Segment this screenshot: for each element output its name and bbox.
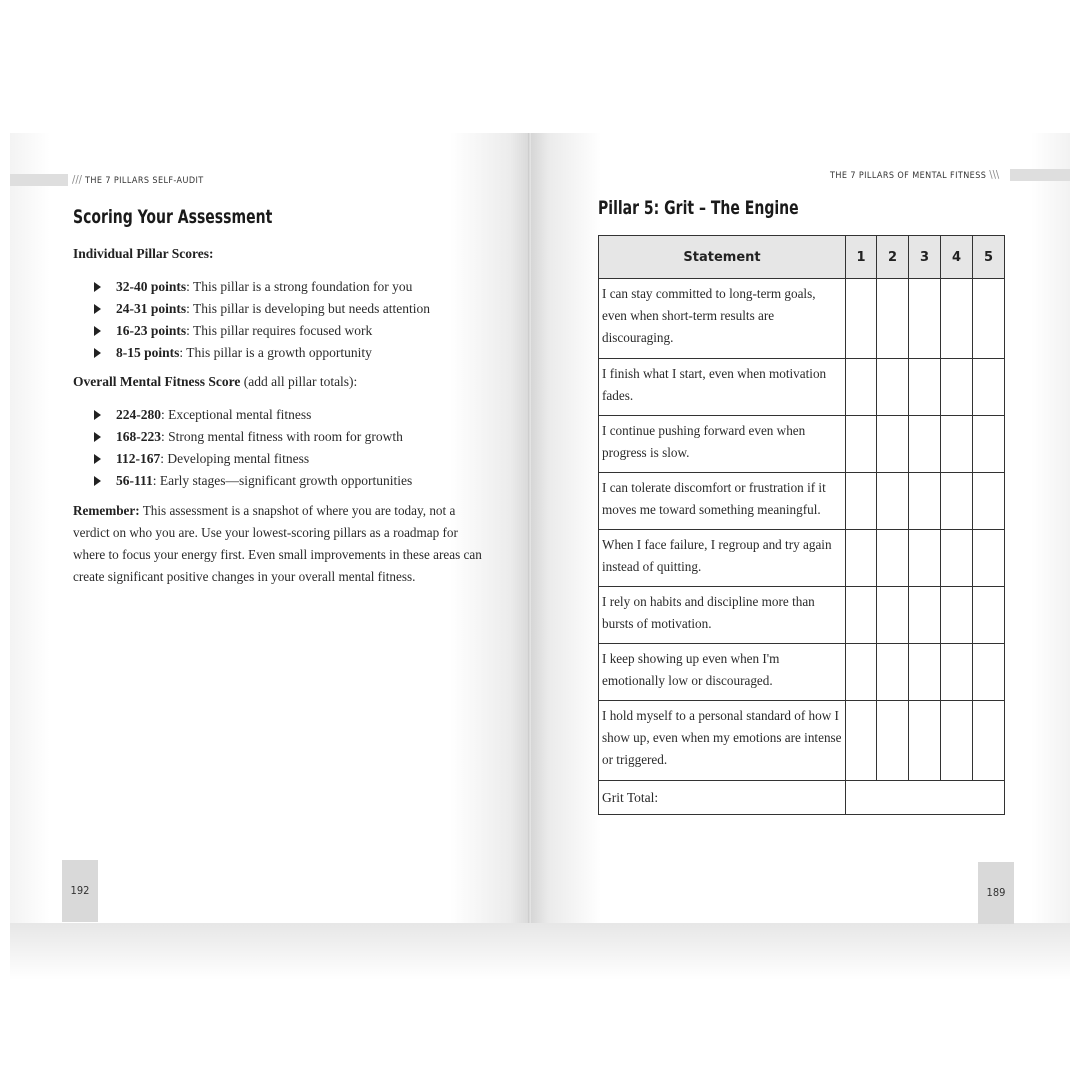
individual-scores-heading: Individual Pillar Scores: (73, 246, 214, 261)
grit-total-value[interactable] (846, 781, 1005, 815)
score-description: : Strong mental fitness with room for growth (161, 429, 403, 444)
score-range: 32-40 points (116, 279, 187, 294)
statement-cell: I hold myself to a personal standard of how I show up, even when my emotions are intense or triggered. (599, 701, 846, 781)
overall-score-heading-rest: (add all pillar totals): (240, 374, 358, 389)
left-running-head-text: THE 7 PILLARS SELF-AUDIT (85, 176, 204, 186)
score-cell-3[interactable] (909, 644, 941, 701)
score-cell-5[interactable] (973, 644, 1005, 701)
score-cell-4[interactable] (941, 416, 973, 473)
header-score-1: 1 (846, 236, 877, 279)
table-row (599, 279, 1005, 359)
list-item (94, 298, 430, 320)
score-cell-4[interactable] (941, 359, 973, 416)
score-cell-5[interactable] (973, 587, 1005, 644)
score-range: 168-223 (116, 429, 161, 444)
score-cell-1[interactable] (846, 644, 877, 701)
score-cell-4[interactable] (941, 701, 973, 781)
table-row (599, 701, 1005, 781)
score-cell-4[interactable] (941, 473, 973, 530)
statement-cell: When I face failure, I regroup and try again instead of quitting. (599, 530, 846, 587)
score-cell-4[interactable] (941, 530, 973, 587)
table-row (599, 473, 1005, 530)
table-row (599, 644, 1005, 701)
score-cell-3[interactable] (909, 587, 941, 644)
score-cell-5[interactable] (973, 359, 1005, 416)
remember-text: This assessment is a snapshot of where you are today, not a verdict on who you are. Use your lowest-scoring pillars as a roadmap for where to focus your energy first. Even small improvements in these areas can create significant positive changes in your overall mental fitness. (73, 503, 482, 584)
remember-label: Remember: (73, 503, 140, 518)
score-description: : This pillar is a growth opportunity (179, 345, 372, 360)
score-cell-5[interactable] (973, 473, 1005, 530)
statement-cell: I can tolerate discomfort or frustration if it moves me toward something meaningful. (599, 473, 846, 530)
header-score-3: 3 (909, 236, 941, 279)
overall-score-heading (73, 374, 357, 390)
total-row (599, 781, 1005, 815)
score-range: 8-15 points (116, 345, 180, 360)
score-cell-2[interactable] (877, 279, 909, 359)
score-cell-4[interactable] (941, 587, 973, 644)
score-cell-2[interactable] (877, 587, 909, 644)
list-item (94, 276, 430, 298)
score-cell-1[interactable] (846, 473, 877, 530)
score-cell-4[interactable] (941, 279, 973, 359)
score-cell-5[interactable] (973, 530, 1005, 587)
score-description: : This pillar is developing but needs attention (186, 301, 430, 316)
score-cell-2[interactable] (877, 701, 909, 781)
bullet-arrow-icon (94, 348, 101, 358)
score-range: 16-23 points (116, 323, 187, 338)
list-item (94, 320, 430, 342)
remember-paragraph (73, 500, 493, 588)
left-running-head (72, 173, 204, 186)
list-item (94, 448, 412, 470)
score-cell-3[interactable] (909, 416, 941, 473)
score-cell-2[interactable] (877, 530, 909, 587)
right-page-title: Pillar 5: Grit – The Engine (598, 197, 799, 219)
score-cell-3[interactable] (909, 279, 941, 359)
list-item (94, 426, 412, 448)
score-cell-3[interactable] (909, 530, 941, 587)
score-cell-1[interactable] (846, 701, 877, 781)
score-cell-2[interactable] (877, 644, 909, 701)
score-cell-1[interactable] (846, 359, 877, 416)
score-cell-3[interactable] (909, 701, 941, 781)
score-cell-3[interactable] (909, 359, 941, 416)
bullet-arrow-icon (94, 304, 101, 314)
statement-cell: I rely on habits and discipline more than bursts of motivation. (599, 587, 846, 644)
score-cell-1[interactable] (846, 416, 877, 473)
score-cell-5[interactable] (973, 416, 1005, 473)
left-page-number: 192 (62, 860, 98, 922)
book-shadow (10, 920, 1070, 980)
right-running-head (830, 168, 999, 181)
bullet-arrow-icon (94, 454, 101, 464)
right-running-head-bar (1010, 169, 1070, 181)
statement-cell: I can stay committed to long-term goals, even when short-term results are discouraging. (599, 279, 846, 359)
score-description: : This pillar is a strong foundation for you (186, 279, 413, 294)
score-cell-2[interactable] (877, 416, 909, 473)
score-description: : This pillar requires focused work (186, 323, 373, 338)
score-range: 56-111 (116, 473, 153, 488)
right-running-head-text: THE 7 PILLARS OF MENTAL FITNESS (830, 171, 987, 181)
score-cell-5[interactable] (973, 279, 1005, 359)
bullet-arrow-icon (94, 432, 101, 442)
bullet-arrow-icon (94, 282, 101, 292)
score-cell-5[interactable] (973, 701, 1005, 781)
overall-score-heading-bold: Overall Mental Fitness Score (73, 374, 241, 389)
running-head-slashes: \\\ (989, 168, 1000, 181)
bullet-arrow-icon (94, 410, 101, 420)
score-cell-1[interactable] (846, 587, 877, 644)
score-cell-2[interactable] (877, 473, 909, 530)
left-running-head-bar (10, 174, 68, 186)
list-item (94, 470, 412, 492)
individual-scores-list (94, 276, 430, 364)
score-cell-1[interactable] (846, 279, 877, 359)
header-score-4: 4 (941, 236, 973, 279)
score-cell-4[interactable] (941, 644, 973, 701)
left-page-title: Scoring Your Assessment (73, 206, 273, 228)
grit-total-label: Grit Total: (599, 781, 846, 815)
bullet-arrow-icon (94, 476, 101, 486)
score-range: 24-31 points (116, 301, 187, 316)
header-score-5: 5 (973, 236, 1005, 279)
table-row (599, 359, 1005, 416)
score-cell-1[interactable] (846, 530, 877, 587)
table-row (599, 587, 1005, 644)
statement-cell: I keep showing up even when I'm emotionally low or discouraged. (599, 644, 846, 701)
score-range: 112-167 (116, 451, 161, 466)
bullet-arrow-icon (94, 326, 101, 336)
table-header-row (599, 236, 1005, 279)
list-item (94, 342, 430, 364)
header-score-2: 2 (877, 236, 909, 279)
header-statement: Statement (599, 236, 846, 279)
statement-cell: I finish what I start, even when motivation fades. (599, 359, 846, 416)
score-range: 224-280 (116, 407, 161, 422)
grit-assessment-table (598, 235, 1005, 815)
running-head-slashes: /// (72, 173, 83, 186)
table-row (599, 416, 1005, 473)
score-cell-2[interactable] (877, 359, 909, 416)
score-cell-3[interactable] (909, 473, 941, 530)
score-description: : Developing mental fitness (160, 451, 310, 466)
list-item (94, 404, 412, 426)
score-description: : Exceptional mental fitness (161, 407, 312, 422)
table-row (599, 530, 1005, 587)
right-page-number: 189 (978, 862, 1014, 924)
score-description: : Early stages—significant growth opportunities (152, 473, 413, 488)
overall-scores-list (94, 404, 412, 492)
statement-cell: I continue pushing forward even when progress is slow. (599, 416, 846, 473)
